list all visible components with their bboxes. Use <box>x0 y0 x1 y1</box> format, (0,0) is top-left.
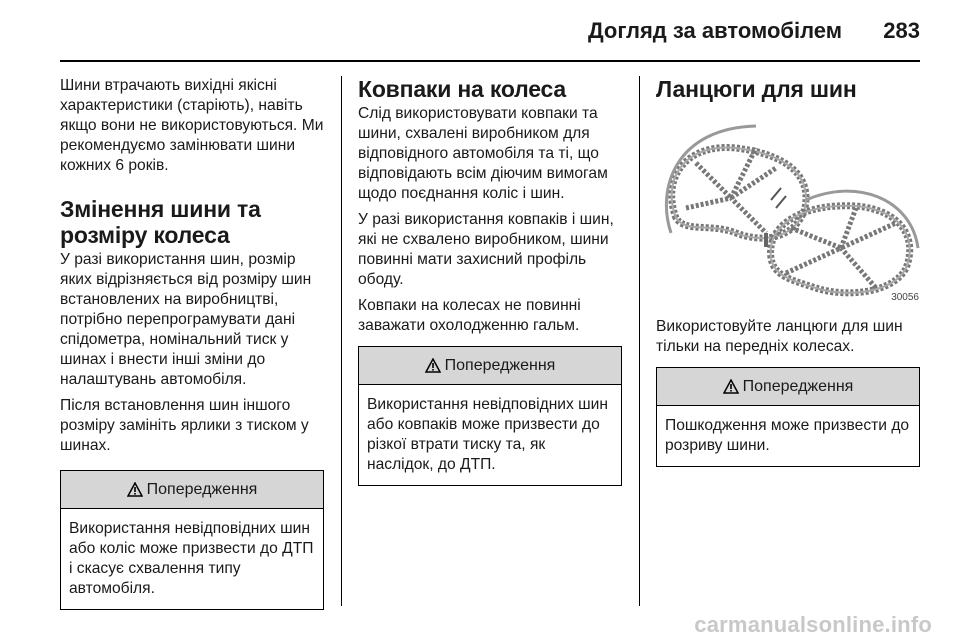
page-number: 283 <box>883 18 920 43</box>
section-title-line-2: розміру колеса <box>60 222 230 248</box>
section-title-line-1: Змінення шини та <box>60 196 261 222</box>
tire-aging-paragraph: Шини втрачають вихідні якісні характеристики (старіють), навіть якщо вони не використовуються. Ми рекомендуємо замінювати шини кожних 6 років. <box>60 77 324 174</box>
page-header <box>0 0 960 62</box>
warning-header <box>359 347 621 385</box>
warning-header <box>657 368 919 406</box>
warning-text: Використання невідповідних шин або коліс може призвести до ДТП і скасує схвалення типу автомобіля. <box>69 520 314 597</box>
watermark-url: carmanualsonline.info <box>694 612 932 637</box>
column-1 <box>60 76 325 610</box>
warning-text: Пошкодження може призвести до розриву шини. <box>665 417 910 454</box>
wheel-covers-paragraph-3: Ковпаки на колесах не повинні заважати охолодженню гальм. <box>358 297 581 334</box>
warning-triangle-icon <box>127 482 143 497</box>
warning-box-1 <box>60 470 324 610</box>
warning-title: Попередження <box>146 480 258 498</box>
figure-number: 30056 <box>891 292 919 303</box>
pressure-label-paragraph: Після встановлення шин іншого розміру замініть ярлики з тиском у шинах. <box>60 397 309 454</box>
section-title-tire-change <box>60 196 325 248</box>
warning-title: Попередження <box>742 377 854 395</box>
tire-chains-drawing <box>656 108 921 303</box>
warning-box-3 <box>656 367 920 467</box>
warning-triangle-icon <box>723 379 739 394</box>
column-3 <box>656 76 921 467</box>
tire-chains-paragraph: Використовуйте ланцюги для шин тільки на передніх колесах. <box>656 318 903 355</box>
header-rule <box>60 60 920 62</box>
column-divider-2 <box>639 76 640 606</box>
column-divider-1 <box>341 76 342 606</box>
tire-size-paragraph: У разі використання шин, розмір яких відрізняється від розміру шин встановлених на виробництві, потрібно перепрограмувати дані спідометра, номінальний тиск у шинах і внести інші зміни до налаштувань автомобіля. <box>60 251 312 388</box>
warning-header <box>61 471 323 509</box>
warning-triangle-icon <box>425 358 441 373</box>
warning-box-2 <box>358 346 622 486</box>
warning-text: Використання невідповідних шин або ковпаків може призвести до різкої втрати тиску та, як наслідок, до ДТП. <box>367 396 608 473</box>
wheel-covers-paragraph-2: У разі використання ковпаків і шин, які не схвалено виробником, шини повинні мати захисний профіль ободу. <box>358 211 614 288</box>
section-title-wheel-covers: Ковпаки на колеса <box>358 76 566 102</box>
column-2 <box>358 76 623 486</box>
warning-title: Попередження <box>444 356 556 374</box>
section-title-tire-chains: Ланцюги для шин <box>656 76 857 102</box>
tire-chains-illustration <box>656 108 921 303</box>
header-title: Догляд за автомобілем <box>587 18 842 43</box>
wheel-covers-paragraph-1: Слід використовувати ковпаки та шини, схвалені виробником для відповідного автомобіля та ті, що відповідають всім діючим вимогам щодо поєднання коліс і шин. <box>358 105 608 202</box>
